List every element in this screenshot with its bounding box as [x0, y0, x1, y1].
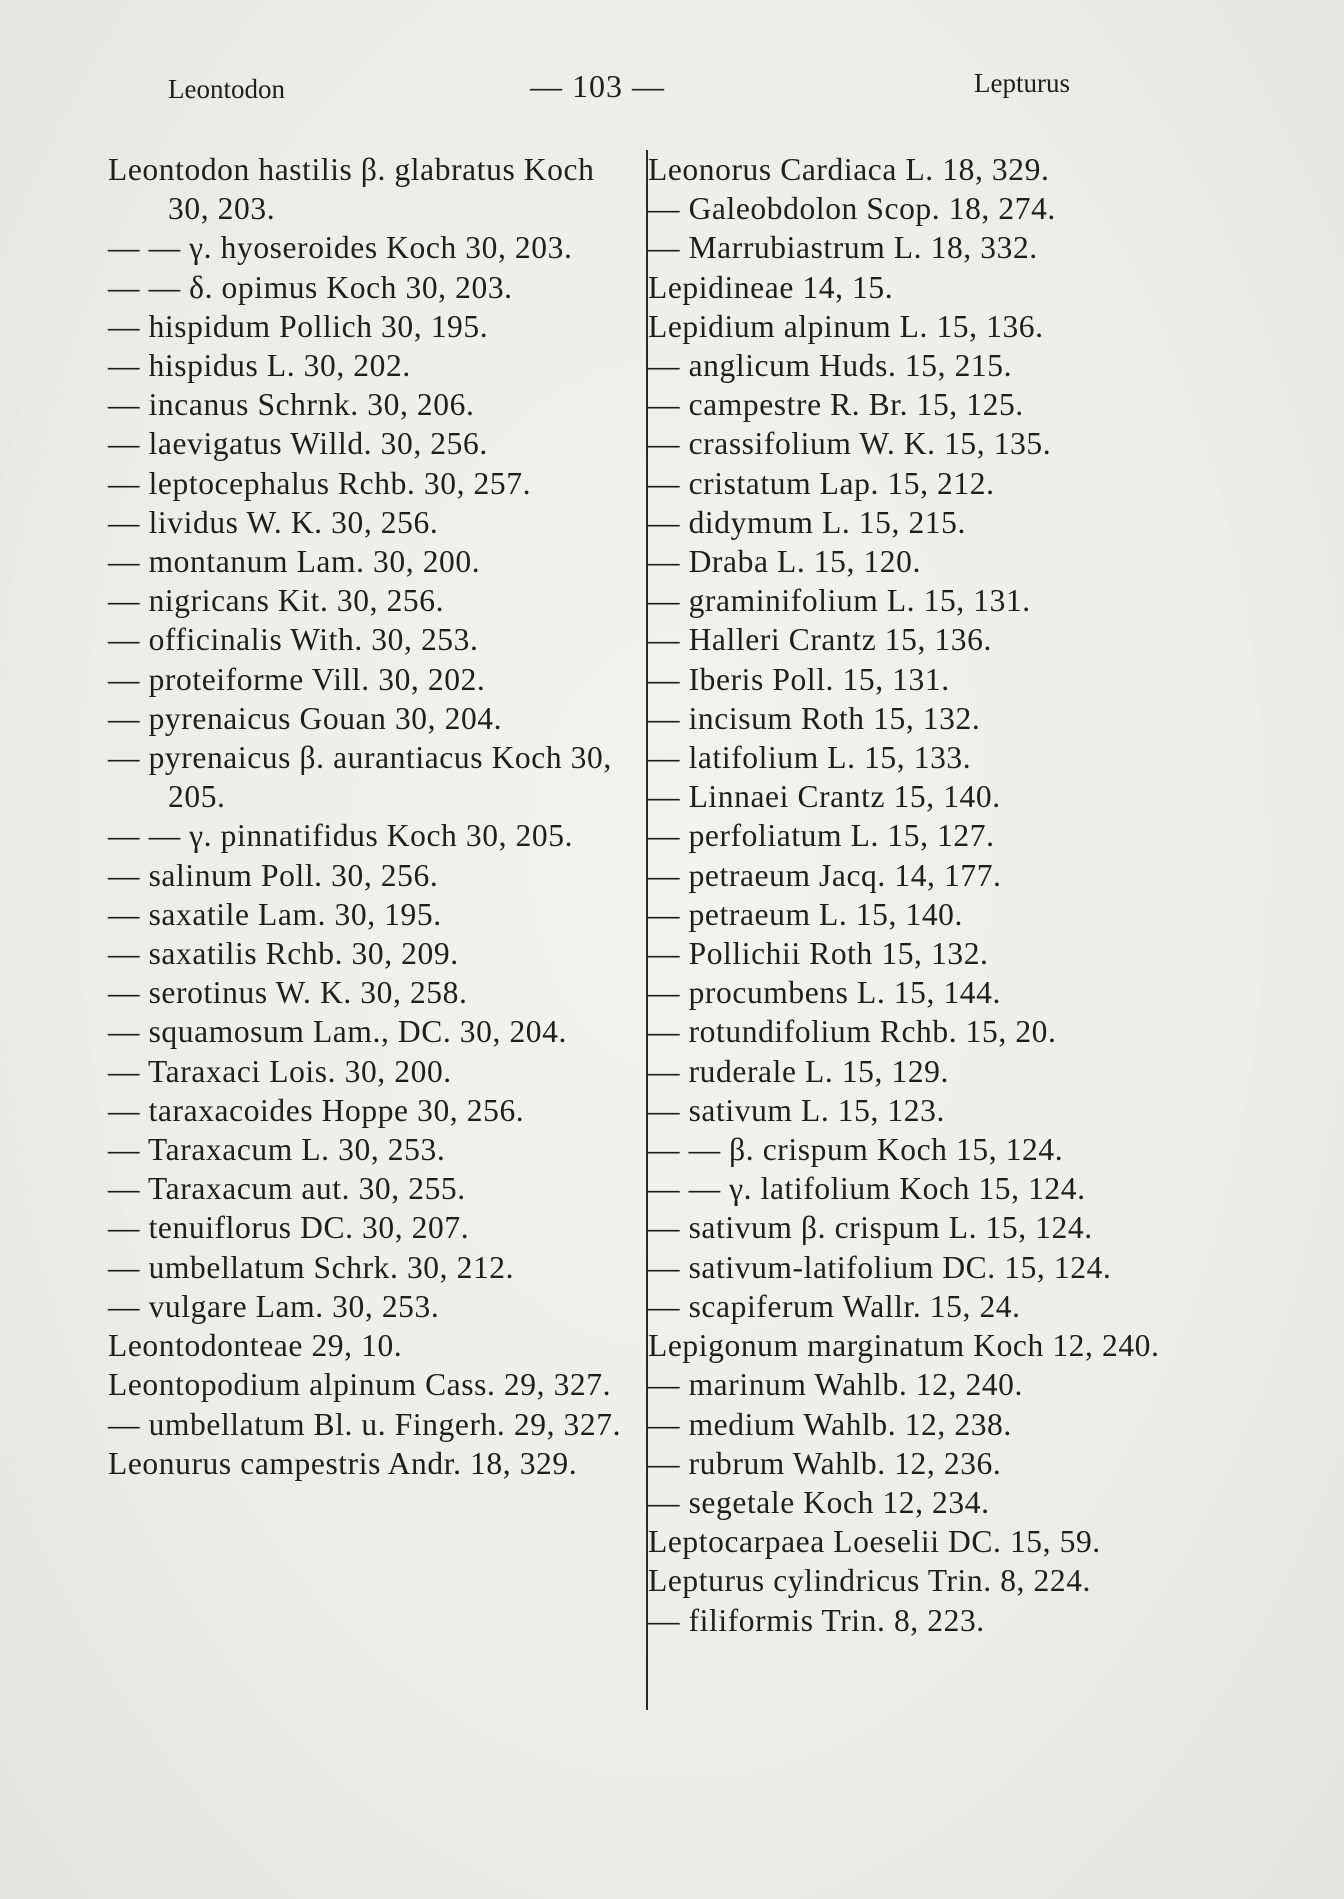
index-entry: — salinum Poll. 30, 256.: [108, 857, 439, 893]
left-column: [108, 150, 638, 1483]
index-entry: — ruderale L. 15, 129.: [648, 1053, 949, 1089]
header-right-catchword: Lepturus: [974, 68, 1070, 98]
index-entry: — anglicum Huds. 15, 215.: [648, 348, 1013, 384]
index-entry: — montanum Lam. 30, 200.: [108, 544, 481, 580]
index-entry: — squamosum Lam., DC. 30, 204.: [108, 1014, 567, 1050]
index-entry: — sativum-latifolium DC. 15, 124.: [648, 1249, 1112, 1285]
index-entry: — hispidus L. 30, 202.: [108, 348, 411, 384]
page-number: — 103 —: [530, 68, 665, 104]
index-entry: — leptocephalus Rchb. 30, 257.: [108, 465, 532, 501]
index-entry: Leontodon hastilis β. glabratus Koch 30, 203.: [108, 152, 595, 227]
index-entry: — scapiferum Wallr. 15, 24.: [648, 1288, 1021, 1324]
right-column: [648, 150, 1188, 1640]
index-entry: — didymum L. 15, 215.: [648, 504, 966, 540]
index-entry: — laevigatus Willd. 30, 256.: [108, 426, 488, 462]
index-entry: — perfoliatum L. 15, 127.: [648, 818, 995, 854]
index-entry: Leontopodium alpinum Cass. 29, 327.: [108, 1367, 612, 1403]
index-entry: — Draba L. 15, 120.: [648, 544, 921, 580]
index-entry: — Taraxacum L. 30, 253.: [108, 1132, 446, 1168]
index-entry: Leontodonteae 29, 10.: [108, 1328, 403, 1364]
index-entry: — tenuiflorus DC. 30, 207.: [108, 1210, 470, 1246]
index-entry: — filiformis Trin. 8, 223.: [648, 1602, 985, 1638]
index-entry: Lepigonum marginatum Koch 12, 240.: [648, 1328, 1160, 1364]
index-entry: — pyrenaicus Gouan 30, 204.: [108, 700, 503, 736]
index-entry: — pyrenaicus β. aurantiacus Koch 30, 205.: [108, 740, 612, 815]
running-header: [0, 68, 1344, 112]
index-entry: Leonorus Cardiaca L. 18, 329.: [648, 152, 1050, 187]
index-entry: — graminifolium L. 15, 131.: [648, 583, 1031, 619]
index-entry: — Halleri Crantz 15, 136.: [648, 622, 992, 658]
index-entry: — saxatilis Rchb. 30, 209.: [108, 936, 459, 972]
index-entry: — sativum L. 15, 123.: [648, 1092, 945, 1128]
index-entry: — nigricans Kit. 30, 256.: [108, 583, 445, 619]
index-entry: — sativum β. crispum L. 15, 124.: [648, 1210, 1093, 1246]
index-entry: — — δ. opimus Koch 30, 203.: [108, 269, 513, 305]
index-entry: — lividus W. K. 30, 256.: [108, 504, 439, 540]
index-entry: — taraxacoides Hoppe 30, 256.: [108, 1092, 525, 1128]
index-entry: — serotinus W. K. 30, 258.: [108, 975, 468, 1011]
index-entry: — Linnaei Crantz 15, 140.: [648, 779, 1001, 815]
index-entry: — crassifolium W. K. 15, 135.: [648, 426, 1052, 462]
index-entry: — incisum Roth 15, 132.: [648, 700, 981, 736]
index-entry: — hispidum Pollich 30, 195.: [108, 308, 489, 344]
index-entry: — petraeum L. 15, 140.: [648, 896, 964, 932]
index-entry: — Taraxacum aut. 30, 255.: [108, 1171, 466, 1207]
index-entry: — campestre R. Br. 15, 125.: [648, 387, 1024, 423]
index-entry: — — β. crispum Koch 15, 124.: [648, 1132, 1064, 1168]
index-entry: Leptocarpaea Loeselii DC. 15, 59.: [648, 1524, 1101, 1560]
index-entry: — segetale Koch 12, 234.: [648, 1484, 990, 1520]
index-entry: Lepidium alpinum L. 15, 136.: [648, 308, 1044, 344]
index-entry: — — γ. hyoseroides Koch 30, 203.: [108, 230, 573, 266]
index-entry: — Pollichii Roth 15, 132.: [648, 936, 989, 972]
index-entry: — cristatum Lap. 15, 212.: [648, 465, 995, 501]
index-entry: — — γ. latifolium Koch 15, 124.: [648, 1171, 1086, 1207]
index-entry: — rubrum Wahlb. 12, 236.: [648, 1445, 1002, 1481]
index-entry: — saxatile Lam. 30, 195.: [108, 896, 442, 932]
index-entry: — Iberis Poll. 15, 131.: [648, 661, 950, 697]
index-entry: Leonurus campestris Andr. 18, 329.: [108, 1445, 578, 1481]
index-entry: — Marrubiastrum L. 18, 332.: [648, 230, 1038, 266]
index-entry: — rotundifolium Rchb. 15, 20.: [648, 1014, 1057, 1050]
index-entry: — Taraxaci Lois. 30, 200.: [108, 1053, 452, 1089]
index-entry: Lepidineae 14, 15.: [648, 269, 894, 305]
index-entry: — umbellatum Schrk. 30, 212.: [108, 1249, 515, 1285]
index-entry: — procumbens L. 15, 144.: [648, 975, 1001, 1011]
index-entry: — incanus Schrnk. 30, 206.: [108, 387, 475, 423]
index-entry: — petraeum Jacq. 14, 177.: [648, 857, 1002, 893]
index-entry: — medium Wahlb. 12, 238.: [648, 1406, 1012, 1442]
header-left-catchword: Leontodon: [168, 74, 285, 104]
index-entry: Lepturus cylindricus Trin. 8, 224.: [648, 1563, 1092, 1599]
index-entry: — umbellatum Bl. u. Fingerh. 29, 327.: [108, 1406, 622, 1442]
index-entry: — marinum Wahlb. 12, 240.: [648, 1367, 1023, 1403]
index-entry: — — γ. pinnatifidus Koch 30, 205.: [108, 818, 574, 854]
index-entry: — proteiforme Vill. 30, 202.: [108, 661, 486, 697]
index-entry: — Galeobdolon Scop. 18, 274.: [648, 191, 1056, 227]
index-entry: — latifolium L. 15, 133.: [648, 740, 972, 776]
index-entry: — vulgare Lam. 30, 253.: [108, 1288, 440, 1324]
index-entry: — officinalis With. 30, 253.: [108, 622, 479, 658]
